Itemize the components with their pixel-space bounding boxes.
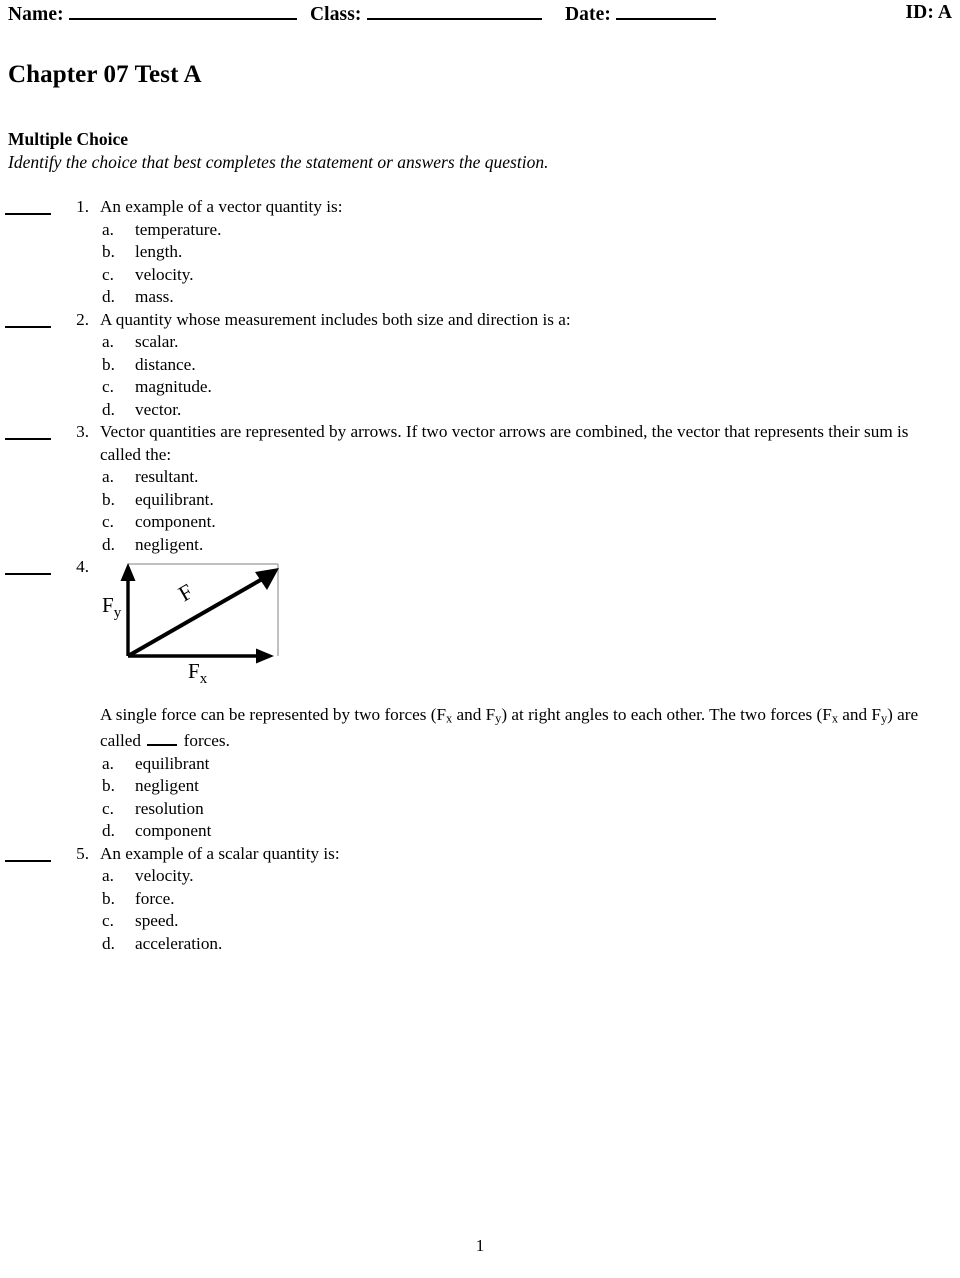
option-text: length. bbox=[135, 242, 183, 261]
stem-segment-4: and F bbox=[838, 705, 881, 724]
option-text: velocity. bbox=[135, 264, 194, 284]
option-list-5 bbox=[0, 865, 960, 955]
option-1a[interactable] bbox=[102, 219, 960, 242]
stem-segment-3: ) at right angles to each other. The two forces (F bbox=[501, 705, 832, 724]
question-1 bbox=[0, 196, 960, 309]
option-letter: d. bbox=[102, 933, 115, 953]
vector-label-resultant: F bbox=[174, 578, 198, 607]
page-header bbox=[8, 2, 952, 28]
vector-label-fx: $F_x$ bbox=[188, 659, 208, 687]
option-letter: a. bbox=[102, 753, 114, 773]
option-letter: b. bbox=[102, 354, 115, 374]
vector-diagram-svg bbox=[100, 556, 330, 698]
section-heading: Multiple Choice bbox=[8, 129, 129, 149]
option-3d[interactable] bbox=[102, 534, 960, 557]
question-5 bbox=[0, 843, 960, 956]
option-letter: c. bbox=[102, 264, 114, 284]
option-1d[interactable] bbox=[102, 286, 960, 309]
name-label: Name: bbox=[8, 4, 64, 25]
answer-blank-5[interactable] bbox=[5, 860, 51, 862]
vector-arrow-fy-head bbox=[121, 563, 136, 581]
section-directions: Identify the choice that best completes the statement or answers the question. bbox=[8, 152, 549, 172]
option-letter: c. bbox=[102, 377, 114, 396]
option-letter: d. bbox=[102, 287, 115, 306]
option-text: distance. bbox=[135, 354, 196, 374]
option-text: resultant. bbox=[135, 467, 199, 486]
option-2b[interactable] bbox=[102, 354, 960, 377]
option-4d[interactable] bbox=[102, 820, 960, 843]
question-stem-5: An example of a scalar quantity is: bbox=[100, 843, 340, 863]
option-text: force. bbox=[135, 888, 175, 908]
option-letter: a. bbox=[102, 467, 114, 486]
option-text: negligent bbox=[135, 776, 199, 796]
vector-diagram-figure bbox=[100, 556, 960, 704]
date-blank-rule[interactable] bbox=[616, 2, 716, 20]
option-text: equilibrant. bbox=[135, 489, 214, 509]
question-number-3: 3. bbox=[76, 422, 89, 441]
date-label: Date: bbox=[565, 4, 611, 25]
option-letter: b. bbox=[102, 242, 115, 261]
option-text: vector. bbox=[135, 399, 182, 419]
option-text: negligent. bbox=[135, 534, 204, 554]
option-3c[interactable] bbox=[102, 511, 960, 534]
option-text: acceleration. bbox=[135, 933, 223, 953]
name-field bbox=[8, 2, 297, 26]
question-stem-2: A quantity whose measurement includes both size and direction is a: bbox=[100, 309, 571, 329]
class-label: Class: bbox=[310, 4, 362, 25]
option-text: resolution bbox=[135, 798, 204, 818]
option-letter: b. bbox=[102, 776, 115, 796]
test-id-field bbox=[905, 2, 952, 24]
option-2c[interactable] bbox=[102, 376, 960, 399]
question-number-5: 5. bbox=[76, 843, 89, 863]
stem-segment-5: ) are called bbox=[100, 705, 919, 751]
vector-arrow-fx-head bbox=[256, 649, 274, 664]
answer-blank-1[interactable] bbox=[5, 213, 51, 215]
question-number-2: 2. bbox=[76, 309, 89, 329]
option-letter: d. bbox=[102, 534, 115, 554]
option-4a[interactable] bbox=[102, 753, 960, 776]
option-2a[interactable] bbox=[102, 331, 960, 354]
option-5a[interactable] bbox=[102, 865, 960, 888]
name-blank-rule[interactable] bbox=[69, 2, 297, 20]
option-letter: c. bbox=[102, 512, 114, 531]
option-2d[interactable] bbox=[102, 399, 960, 422]
test-id-label: ID: A bbox=[905, 2, 952, 23]
option-5b[interactable] bbox=[102, 888, 960, 911]
option-3b[interactable] bbox=[102, 489, 960, 512]
option-letter: d. bbox=[102, 821, 115, 841]
option-text: equilibrant bbox=[135, 753, 210, 773]
inline-answer-blank[interactable] bbox=[147, 731, 177, 746]
stem-subscript-1: x bbox=[446, 711, 453, 726]
option-list-1 bbox=[0, 219, 960, 309]
question-stem-1: An example of a vector quantity is: bbox=[100, 197, 343, 216]
page-title: Chapter 07 Test A bbox=[8, 61, 202, 88]
option-list-4 bbox=[0, 753, 960, 843]
date-field bbox=[565, 2, 716, 26]
option-letter: a. bbox=[102, 332, 114, 351]
answer-blank-4[interactable] bbox=[5, 573, 51, 575]
question-number-4: 4. bbox=[76, 557, 89, 576]
option-text: velocity. bbox=[135, 866, 194, 886]
option-text: component bbox=[135, 821, 212, 841]
option-3a[interactable] bbox=[102, 466, 960, 489]
option-5d[interactable] bbox=[102, 933, 960, 956]
vector-arrow-resultant-shaft bbox=[128, 578, 264, 656]
option-list-3 bbox=[0, 466, 960, 556]
question-2 bbox=[0, 309, 960, 422]
stem-subscript-3: x bbox=[831, 711, 838, 726]
option-letter: b. bbox=[102, 888, 115, 908]
question-stem-3: Vector quantities are represented by arrows. If two vector arrows are combined, the vector that represents their sum is called the: bbox=[100, 422, 909, 464]
option-text: magnitude. bbox=[135, 377, 212, 396]
option-letter: c. bbox=[102, 798, 114, 818]
option-1c[interactable] bbox=[102, 264, 960, 287]
vector-label-fy: $F_y$ bbox=[102, 593, 122, 621]
option-text: temperature. bbox=[135, 219, 222, 239]
stem-subscript-4: y bbox=[880, 711, 888, 726]
option-list-2 bbox=[0, 331, 960, 421]
question-number-1: 1. bbox=[76, 197, 89, 216]
option-5c[interactable] bbox=[102, 910, 960, 933]
answer-blank-2[interactable] bbox=[5, 326, 51, 328]
option-letter: c. bbox=[102, 911, 114, 931]
option-4b[interactable] bbox=[102, 775, 960, 798]
option-letter: a. bbox=[102, 866, 114, 886]
question-3 bbox=[0, 421, 960, 556]
stem-subscript-2: y bbox=[495, 711, 502, 726]
option-letter: a. bbox=[102, 219, 114, 239]
option-letter: d. bbox=[102, 399, 115, 419]
stem-segment-2: and F bbox=[452, 705, 496, 724]
option-1b[interactable] bbox=[102, 241, 960, 264]
answer-blank-3[interactable] bbox=[5, 438, 51, 440]
stem-segment-6: forces. bbox=[179, 731, 230, 751]
stem-segment-1: A single force can be represented by two forces (F bbox=[100, 705, 447, 724]
question-stem-4 bbox=[100, 704, 948, 753]
question-list bbox=[0, 196, 960, 955]
option-text: scalar. bbox=[135, 332, 179, 351]
option-text: mass. bbox=[135, 287, 174, 306]
option-text: component. bbox=[135, 512, 216, 531]
option-letter: b. bbox=[102, 489, 115, 509]
option-4c[interactable] bbox=[102, 798, 960, 821]
page-number: 1 bbox=[475, 1236, 485, 1255]
question-4 bbox=[0, 556, 960, 843]
class-blank-rule[interactable] bbox=[367, 2, 542, 20]
class-field bbox=[310, 2, 542, 26]
option-text: speed. bbox=[135, 911, 179, 931]
